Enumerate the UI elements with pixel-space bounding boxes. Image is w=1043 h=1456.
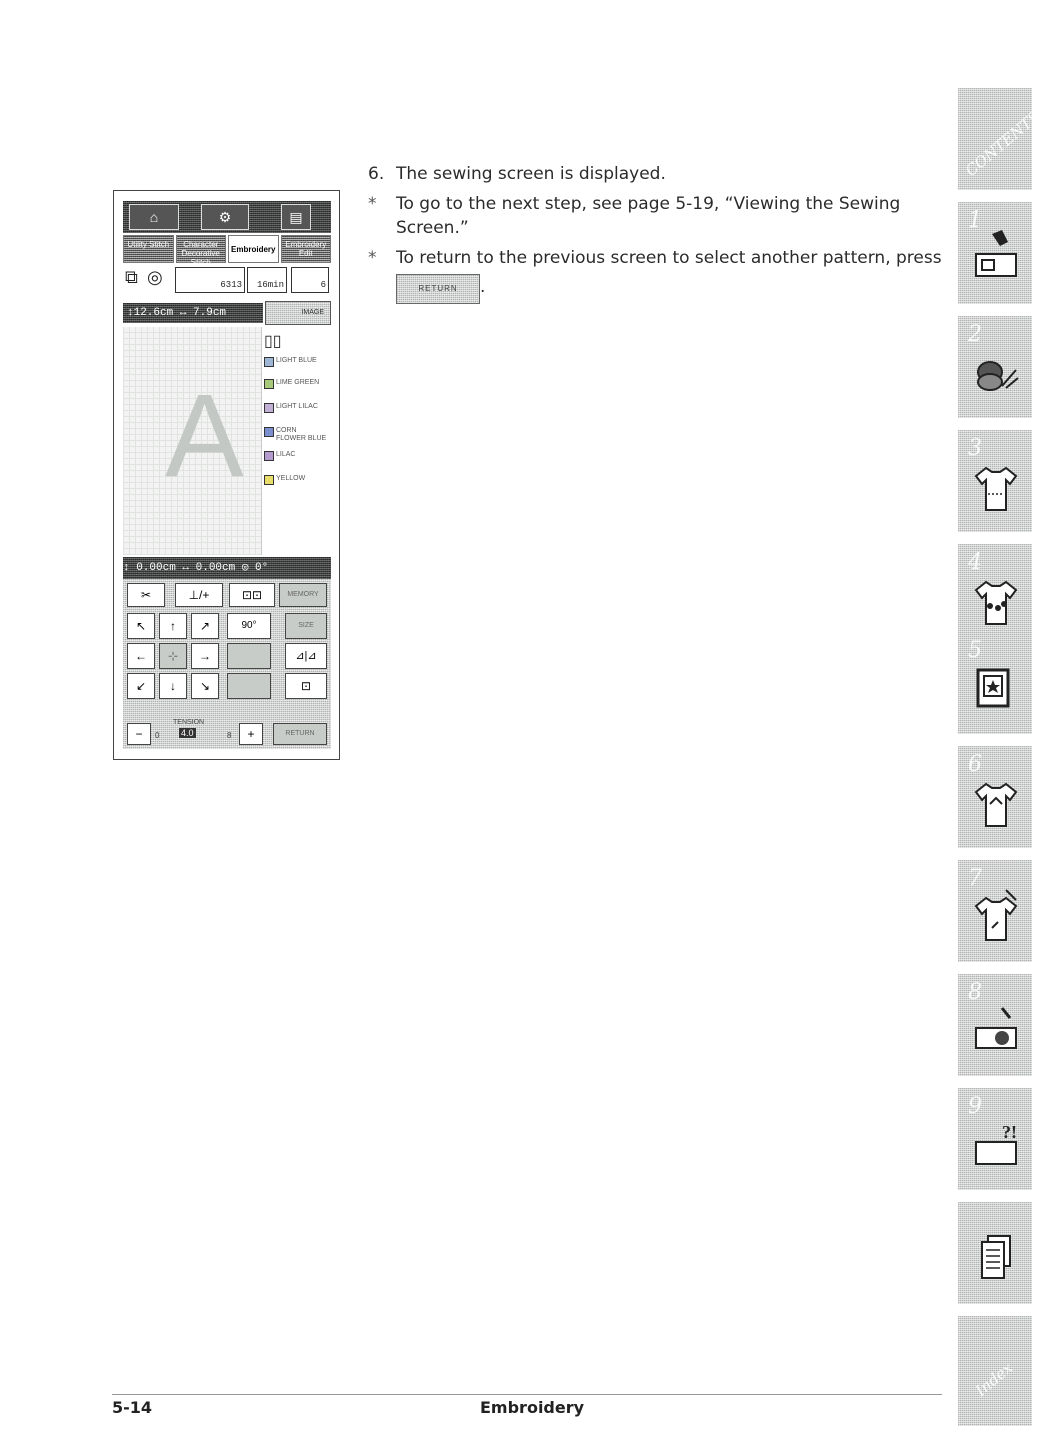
arrow-right-icon: → [199, 649, 211, 663]
documents-icon [972, 1226, 1020, 1288]
color-item [264, 357, 328, 365]
frame-move-button[interactable] [229, 583, 275, 607]
arrow-down-icon: ↓ [170, 679, 176, 693]
frame-move-icon: ⊡⊡ [241, 588, 263, 602]
center-button[interactable] [159, 643, 187, 669]
screen-top-bar [123, 201, 331, 233]
pattern-preview [123, 327, 331, 555]
document-icon: ▤ [281, 204, 311, 230]
scissors-icon: ✂ [140, 588, 152, 602]
size-row [123, 301, 331, 325]
image-button[interactable] [265, 301, 331, 325]
tab-character-decorative-stitch[interactable]: Character Decorative Stitch [176, 235, 227, 263]
footer-divider [112, 1394, 942, 1395]
note-item [368, 192, 942, 240]
chapter-tab-1[interactable] [958, 202, 1032, 304]
arrow-up-right-icon: ↗ [199, 619, 211, 633]
note-text: To return to the previous screen to select another pattern, press [396, 248, 942, 268]
color-item [264, 379, 328, 387]
bobbin-icon: ◎ [147, 267, 163, 287]
tension-min: 0 [155, 731, 160, 740]
thread-color-list [261, 327, 332, 555]
step-text: The sewing screen is displayed. [396, 164, 666, 184]
chapter-tab-index[interactable] [958, 1316, 1032, 1426]
tension-label: TENSION [173, 719, 205, 726]
tension-row [123, 719, 331, 749]
chapter-tab-6[interactable] [958, 746, 1032, 848]
mode-tabs [123, 235, 331, 267]
color-item [264, 403, 328, 411]
mirror-button[interactable] [285, 643, 327, 669]
cut-button[interactable] [127, 583, 165, 607]
rotate-label: 90° [241, 620, 257, 631]
memory-button[interactable] [279, 583, 327, 607]
color-item [264, 475, 328, 483]
note-text: To go to the next step, see page 5-19, “Viewing the Sewing [396, 194, 901, 214]
frame-select-icon: ▯▯ [264, 333, 282, 350]
tension-minus-button[interactable] [127, 723, 151, 745]
shirt-stitch-icon [972, 884, 1020, 946]
color-item [264, 427, 328, 443]
arrow-down-left-icon: ↙ [135, 679, 147, 693]
shirt-edit-icon [972, 770, 1020, 832]
spool-icon [264, 379, 274, 389]
tab-number: 7 [968, 866, 982, 891]
image-button-label: IMAGE [301, 309, 324, 316]
move-left-button[interactable] [127, 643, 155, 669]
stitch-count: 6313 [175, 267, 245, 293]
tab-embroidery-edit[interactable]: Embroidery Edit [281, 235, 332, 263]
tab-number: 2 [968, 322, 982, 347]
return-button[interactable] [273, 723, 327, 745]
sewing-time: 16min [247, 267, 287, 293]
rotate-button[interactable] [227, 613, 271, 639]
chapter-tab-7[interactable] [958, 860, 1032, 962]
move-down-button[interactable] [159, 673, 187, 699]
tab-utility-stitch[interactable]: Utility Stitch [123, 235, 174, 263]
troubleshooting-icon [972, 1112, 1020, 1174]
color-name: LIGHT LILAC [276, 403, 318, 410]
memory-label: MEMORY [287, 591, 319, 598]
thread-spools-icon [972, 340, 1020, 402]
tab-label: CONTENTS [962, 107, 1043, 180]
needle-adjust-button[interactable] [175, 583, 223, 607]
pattern-preview-letter: A [165, 370, 244, 502]
chapter-tab-4[interactable] [958, 544, 1032, 646]
color-item [264, 451, 328, 459]
disabled-button [227, 673, 271, 699]
plus-icon: + [247, 727, 255, 741]
tension-plus-button[interactable] [239, 723, 263, 745]
spool-icon [264, 427, 274, 437]
tab-number: 1 [968, 208, 982, 233]
move-up-left-button[interactable] [127, 613, 155, 639]
shirt-icon [972, 454, 1020, 516]
position-readout: ↕ 0.00cm ↔ 0.00cm ◎ 0° [123, 557, 331, 579]
size-label: SIZE [298, 622, 314, 629]
status-row [123, 265, 331, 297]
tab-number: 8 [968, 980, 982, 1005]
step-number: 6. [368, 164, 385, 184]
embroidery-frame-icon [972, 656, 1020, 718]
control-panel [123, 579, 331, 719]
color-name: LIME GREEN [276, 379, 320, 386]
frame-icon: ⧉ [125, 267, 138, 287]
arrow-up-icon: ↑ [170, 619, 176, 633]
tab-number: 9 [968, 1094, 982, 1119]
spool-icon [264, 475, 274, 485]
note-mark: * [368, 194, 377, 214]
pattern-size-readout: ↕12.6cm ↔ 7.9cm [123, 303, 263, 323]
move-down-left-button[interactable] [127, 673, 155, 699]
tab-embroidery[interactable]: Embroidery [228, 235, 279, 263]
trial-icon: ⊡ [300, 679, 312, 693]
chapter-tab-3[interactable] [958, 430, 1032, 532]
mirror-icon: ⊿|⊿ [295, 650, 317, 662]
move-up-button[interactable] [159, 613, 187, 639]
tab-number: 4 [968, 550, 982, 575]
return-label: RETURN [285, 730, 315, 737]
chapter-tab-9[interactable] [958, 1088, 1032, 1190]
needle-icon: ⊥/+ [188, 588, 210, 602]
minus-icon: − [135, 727, 143, 741]
instructions [368, 162, 942, 310]
presser-foot-icon: ⚙ [201, 204, 249, 230]
chapter-name: Embroidery [480, 1398, 585, 1417]
center-icon: ⊹ [167, 649, 179, 663]
chapter-tab-8[interactable] [958, 974, 1032, 1076]
note-mark: * [368, 248, 377, 268]
note-text-continued: Screen.” [396, 218, 469, 238]
chapter-tab-contents[interactable] [958, 88, 1043, 190]
arrow-left-icon: ← [135, 649, 147, 663]
page-number: 5-14 [112, 1398, 153, 1417]
step-item [368, 162, 942, 186]
size-button[interactable] [285, 613, 327, 639]
arrow-down-right-icon: ↘ [199, 679, 211, 693]
sewing-screen-figure [113, 190, 340, 760]
svg-text:?!: ?! [1002, 1122, 1017, 1142]
tab-number: 6 [968, 752, 982, 777]
color-name: YELLOW [276, 475, 306, 482]
machine-care-icon [972, 998, 1020, 1060]
return-button-label: RETURN [418, 284, 458, 293]
tension-max: 8 [227, 731, 232, 740]
move-down-right-button[interactable] [191, 673, 219, 699]
tab-number: 3 [968, 436, 982, 461]
tension-value: 4.0 [181, 728, 194, 738]
color-name: LILAC [276, 451, 296, 458]
spool-icon [264, 357, 274, 367]
trial-button[interactable] [285, 673, 327, 699]
arrow-up-left-icon: ↖ [135, 619, 147, 633]
note-item [368, 246, 942, 304]
chapter-tab-appendix[interactable] [958, 1202, 1032, 1304]
sewing-machine-icon [972, 226, 1020, 288]
tab-number: 5 [968, 638, 982, 663]
thread-change-count: 6 [291, 267, 329, 293]
tab-label: Index [972, 1358, 1017, 1400]
spool-icon [264, 451, 274, 461]
note-suffix: . [480, 277, 486, 297]
sewing-machine-icon: ⌂ [129, 204, 179, 230]
chapter-tab-5[interactable] [958, 632, 1032, 734]
move-right-button[interactable] [191, 643, 219, 669]
disabled-button [227, 643, 271, 669]
return-button-illustration [396, 274, 480, 304]
move-up-right-button[interactable] [191, 613, 219, 639]
chapter-tab-2[interactable] [958, 316, 1032, 418]
spool-icon [264, 403, 274, 413]
abc-shirt-icon [972, 568, 1020, 630]
color-name: CORN FLOWER BLUE [276, 427, 327, 442]
color-name: LIGHT BLUE [276, 357, 317, 364]
